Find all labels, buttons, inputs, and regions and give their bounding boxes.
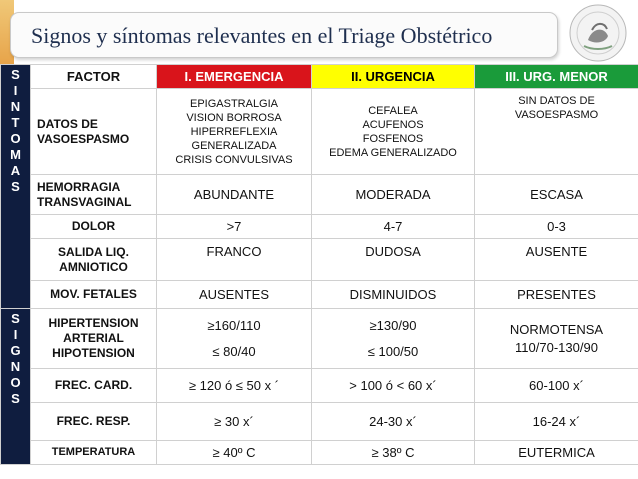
title-bar [0, 0, 638, 64]
table-row [1, 239, 638, 281]
factor-cell: HEMORRAGIA TRANSVAGINAL [31, 175, 157, 215]
urgency-cell: DISMINUIDOS [312, 281, 475, 309]
signos-letter: S [11, 311, 20, 326]
signos-letter: I [13, 327, 18, 342]
header-minor: III. URG. MENOR [475, 65, 638, 89]
minor-cell: NORMOTENSA 110/70-130/90 [475, 309, 638, 369]
minor-cell: 0-3 [475, 215, 638, 239]
factor-cell: TEMPERATURA [31, 441, 157, 465]
signos-letter: G [10, 343, 21, 358]
side-label-sintomas [1, 65, 31, 309]
signos-letter: O [10, 375, 21, 390]
factor-cell: FREC. RESP. [31, 403, 157, 441]
sintomas-letter: S [11, 179, 20, 194]
sintomas-letter: I [13, 83, 18, 98]
factor-cell: DATOS DE VASOESPASMO [31, 89, 157, 175]
sintomas-letter: N [10, 99, 21, 114]
factor-cell: DOLOR [31, 215, 157, 239]
factor-cell: HIPERTENSION ARTERIAL HIPOTENSION [31, 309, 157, 369]
minor-cell: 16-24 x´ [475, 403, 638, 441]
signos-letter: N [10, 359, 21, 374]
table-row [1, 89, 638, 175]
emergency-cell: ≥ 30 x´ [157, 403, 312, 441]
factor-cell: MOV. FETALES [31, 281, 157, 309]
emergency-cell: AUSENTES [157, 281, 312, 309]
minor-cell: AUSENTE [475, 239, 638, 281]
table-row [1, 215, 638, 239]
urgency-cell: MODERADA [312, 175, 475, 215]
urgency-cell: > 100 ó < 60 x´ [312, 369, 475, 403]
header-factor: FACTOR [31, 65, 157, 89]
sintomas-letter: O [10, 131, 21, 146]
table-row [1, 175, 638, 215]
sintomas-letter: A [10, 163, 21, 178]
triage-table [0, 64, 638, 465]
emergency-cell: FRANCO [157, 239, 312, 281]
emergency-cell: ABUNDANTE [157, 175, 312, 215]
title-box [10, 12, 558, 58]
table-row [1, 309, 638, 369]
urgency-cell: DUDOSA [312, 239, 475, 281]
table-row [1, 281, 638, 309]
emergency-cell: ≥ 120 ó ≤ 50 x ´ [157, 369, 312, 403]
factor-cell: SALIDA LIQ. AMNIOTICO [31, 239, 157, 281]
table-header-row [1, 65, 638, 89]
table-row [1, 403, 638, 441]
minor-cell: SIN DATOS DE VASOESPASMO [475, 89, 638, 175]
minor-cell: 60-100 x´ [475, 369, 638, 403]
sintomas-letter: M [10, 147, 21, 162]
sintomas-letter: T [11, 115, 20, 130]
triage-table-container [0, 64, 638, 479]
minor-cell: PRESENTES [475, 281, 638, 309]
minor-cell: ESCASA [475, 175, 638, 215]
factor-cell: FREC. CARD. [31, 369, 157, 403]
urgency-cell: 24-30 x´ [312, 403, 475, 441]
side-label-signos [1, 309, 31, 465]
urgency-cell: 4-7 [312, 215, 475, 239]
signos-letter: S [11, 391, 20, 406]
emergency-cell: ≥160/110 ≤ 80/40 [157, 309, 312, 369]
table-row [1, 441, 638, 465]
emergency-cell: EPIGASTRALGIA VISION BORROSA HIPERREFLEXIA GENERALIZADA CRISIS CONVULSIVAS [157, 89, 312, 175]
slide-title: Signos y síntomas relevantes en el Triage Obstétrico [31, 23, 493, 48]
urgency-cell: ≥130/90 ≤ 100/50 [312, 309, 475, 369]
minor-cell: EUTERMICA [475, 441, 638, 465]
table-row [1, 369, 638, 403]
sintomas-letter: S [11, 67, 20, 82]
header-emergency: I. EMERGENCIA [157, 65, 312, 89]
header-urgency: II. URGENCIA [312, 65, 475, 89]
urgency-cell: CEFALEA ACUFENOS FOSFENOS EDEMA GENERALIZADO [312, 89, 475, 175]
mexican-seal-icon [562, 2, 634, 64]
emergency-cell: ≥ 40º C [157, 441, 312, 465]
urgency-cell: ≥ 38º C [312, 441, 475, 465]
emergency-cell: >7 [157, 215, 312, 239]
